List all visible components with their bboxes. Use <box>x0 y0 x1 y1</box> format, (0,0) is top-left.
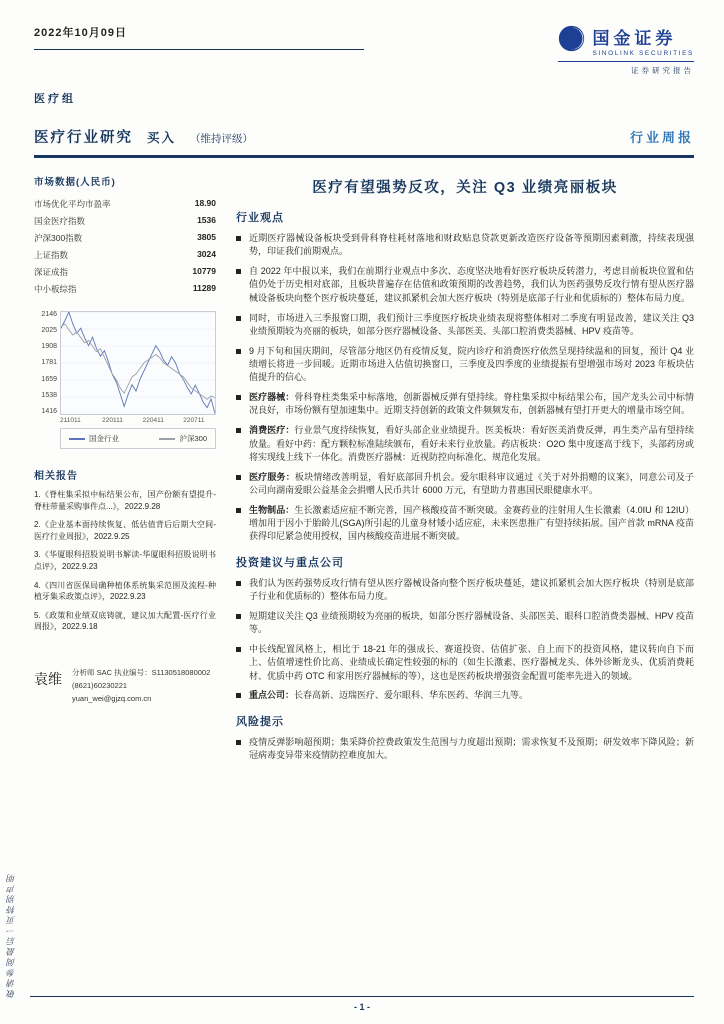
section-heading-industry-view: 行业观点 <box>236 212 284 224</box>
bullet-marker <box>236 693 241 698</box>
analyst-email: yuan_wei@gjzq.com.cn <box>72 694 152 704</box>
bullet-item: 我们认为医药强势反攻行情有望从医疗器械设备向整个医疗板块蔓延，建议抓紧机会加大医疗板块（特别是底部子行业和优质标的）整体布局力度。 <box>236 577 694 604</box>
analyst-name: 袁维 <box>34 672 62 688</box>
bullet-marker <box>236 581 241 586</box>
brand-block <box>558 24 694 76</box>
title-band <box>34 126 694 147</box>
sidebar <box>34 174 216 769</box>
bullet-marker <box>236 269 241 274</box>
related-report-item: 4.《四川省医保局确种植体系统集采范围及流程-种植牙集采政策点评》，2022.9.23 <box>34 580 216 602</box>
legend-item: 沪深300 <box>159 433 207 444</box>
legend-item: 国金行业 <box>69 433 119 444</box>
market-row: 国金医疗指数 1536 <box>34 214 216 226</box>
report-kind-label: 行业周报 <box>629 130 694 145</box>
chart-plot-area <box>60 311 216 415</box>
chart-legend <box>60 428 216 449</box>
top-bar <box>34 24 694 76</box>
report-type-label: 证券研究报告 <box>558 61 694 76</box>
analyst-phone: (8621)60230221 <box>72 681 128 691</box>
bullet-marker <box>236 508 241 513</box>
brand-name-en: SINOLINK SECURITIES <box>592 50 694 57</box>
page-number: - 1 - <box>353 1002 370 1012</box>
report-date: 2022年10月09日 <box>34 24 364 50</box>
analyst-block <box>34 667 216 705</box>
section-heading-risk: 风险提示 <box>236 715 284 728</box>
rating-note: （维持评级） <box>190 133 254 145</box>
bullet-item: 9 月下旬和国庆期间，尽管部分地区仍有疫情反复，院内诊疗和消费医疗依然呈现持续温和的回复，预计 Q4 业绩增长将进一步回暖。近期市场进入估值切换窗口，三季度及四季度的业绩提振有望增强市场对 2023 年板块估值提升的信心。 <box>236 345 694 385</box>
rating-badge: 买入 <box>147 131 177 145</box>
chart-x-axis: 211011 220111 220411 220711 <box>60 417 205 424</box>
brand-name: 国金证券 <box>592 29 677 48</box>
bullet-marker <box>236 647 241 652</box>
report-series-title: 医疗行业研究 <box>34 130 133 146</box>
bullet-item: 中长线配置风格上，相比于 18-21 年的强成长、赛道投资、估值扩张、自上而下的投资风格，建议转向自下而上、估值增速性价比高、业绩成长确定性较强的标的（如生长激素、医疗器械龙头、体外诊断龙头、优质消费耗材、优质中药 OTC 和家用医疗器械标的等），这也是医药板块增强资金配置可能率先进入的领域。 <box>236 643 694 683</box>
related-report-item: 3.《华厦眼科招股说明书解读-华厦眼科招股说明书点评》，2022.9.23 <box>34 550 216 571</box>
market-row: 市场优化平均市盈率 18.90 <box>34 197 216 209</box>
bullet-item: 生物制品：生长激素适应症不断完善，国产核酸疫苗不断突破。金赛药业的注射用人生长激素（4.0IU 和 12IU）增加用于因小于胎龄儿(SGA)所引起的儿童身材矮小适应症，未来医患推广有望持续拓展。国产首款 mRNA 疫苗获得印尼紧急使用授权，国内核酸疫苗进展不断突破。 <box>236 504 694 544</box>
legend-line-swatch <box>69 438 85 440</box>
bullet-item: 重点公司：长春高新、迈瑞医疗、爱尔眼科、华东医药、华润三九等。 <box>236 689 694 702</box>
market-row: 中小板综指 11289 <box>34 282 216 294</box>
bullet-item: 医疗服务：板块情绪改善明显，看好底部回升机会。爱尔眼科审议通过《关于对外捐赠的议案》，同意公司及子公司向湖南爱眼公益基金会捐赠人民币共计 6000 万元，有望助力普惠国民眼健康水平。 <box>236 471 694 498</box>
bullet-marker <box>236 614 241 619</box>
legend-line-swatch <box>159 438 175 440</box>
page-title: 医疗有望强势反攻，关注 Q3 业绩亮丽板块 <box>312 180 618 196</box>
related-report-item: 2.《企业基本面持续恢复、低估值背后后期大空间-医疗行业周报》，2022.9.25 <box>34 520 216 541</box>
bullet-marker <box>236 236 241 241</box>
related-report-item: 1.《脊柱集采拟中标结果公布，国产份额有望提升-脊柱带量采购事件点...》，2022.9.28 <box>34 490 216 511</box>
analyst-cert: 分析师 SAC 执业编号：S1130518080002 <box>72 667 211 677</box>
bullet-item: 短期建议关注 Q3 业绩预期较为亮丽的板块，如部分医疗器械设备、头部医美、眼科口腔消费类器械、HPV 疫苗等。 <box>236 610 694 637</box>
brand-logo-icon <box>558 25 585 57</box>
bullet-item: 医疗器械：骨科脊柱类集采中标落地，创新器械反弹有望持续。脊柱集采拟中标结果公布，国产龙头公司中标情况良好，市场份额有望加速集中。近期支持创新的政策文件频频发布，创新器械有望打开更大的增量市场空间。 <box>236 391 694 418</box>
market-row: 上证指数 3024 <box>34 248 216 260</box>
chart-y-axis: 2146 2025 1908 1781 1659 1538 1416 <box>41 311 57 415</box>
page-footer <box>30 996 694 1012</box>
bullet-item: 自 2022 年中报以来，我们在前期行业观点中多次、态度坚决地看好医疗板块反转潜力，考虑目前板块位置和估值仍处于历史相对底部，且板块普遍存在估值和政策预期的改善趋势，我们认为医药强势反攻行情有望从医疗器械设备板块向整个医疗板块蔓延，建议抓紧机会加大医疗板块（特别是底部子行业和优质标的）整体布局力度。 <box>236 265 694 305</box>
market-data-title: 市场数据(人民币) <box>34 177 116 188</box>
market-row: 深证成指 10779 <box>34 265 216 277</box>
side-disclaimer: 敬请参阅最后一页特别声明 <box>6 872 16 998</box>
bullet-item: 同时，市场进入三季报窗口期，我们预计三季度医疗板块业绩表现将整体相对二季度有明显改善，建议关注 Q3 业绩预期较为亮丽的板块，如部分医疗器械设备、头部医美、头部口腔消费类器械、HPV 疫苗等。 <box>236 312 694 339</box>
bullet-marker <box>236 428 241 433</box>
market-row: 沪深300指数 3805 <box>34 231 216 243</box>
price-chart <box>34 311 216 449</box>
related-reports-title: 相关报告 <box>34 471 78 482</box>
related-report-item: 5.《政策和业绩双底铸就，建议加大配置-医疗行业周报》，2022.9.18 <box>34 610 216 632</box>
section-heading-investment-advice: 投资建议与重点公司 <box>236 556 344 569</box>
bullet-marker <box>236 349 241 354</box>
header-divider <box>34 155 694 158</box>
bullet-marker <box>236 475 241 480</box>
main-content <box>236 174 694 769</box>
bullet-marker <box>236 740 241 745</box>
bullet-item: 近期医疗器械设备板块受到骨科脊柱耗材落地和财政贴息贷款更新改造医疗设备等预期因素刺激，持续表现强势，印证我们前期观点。 <box>236 232 694 259</box>
bullet-item: 消费医疗：行业景气度持续恢复，看好头部企业业绩提升。医美板块：看好医美消费反弹，再生类产品有望持续放量。看好中药：配方颗粒标准陆续颁布，看好未来行业放量。药店板块：O2O 集中度逐高于线下，头部药房或将实现线上线下一体化。消费医疗器械：近视防控向标准化、规范化发展。 <box>236 424 694 464</box>
group-label: 医疗组 <box>34 93 76 105</box>
bullet-item: 疫情反弹影响超预期；集采降价控费政策发生范围与力度超出预期；需求恢复不及预期；研发效率下降风险；新冠病毒变异带来疫情防控难度加大。 <box>236 736 694 763</box>
bullet-marker <box>236 316 241 321</box>
bullet-marker <box>236 395 241 400</box>
